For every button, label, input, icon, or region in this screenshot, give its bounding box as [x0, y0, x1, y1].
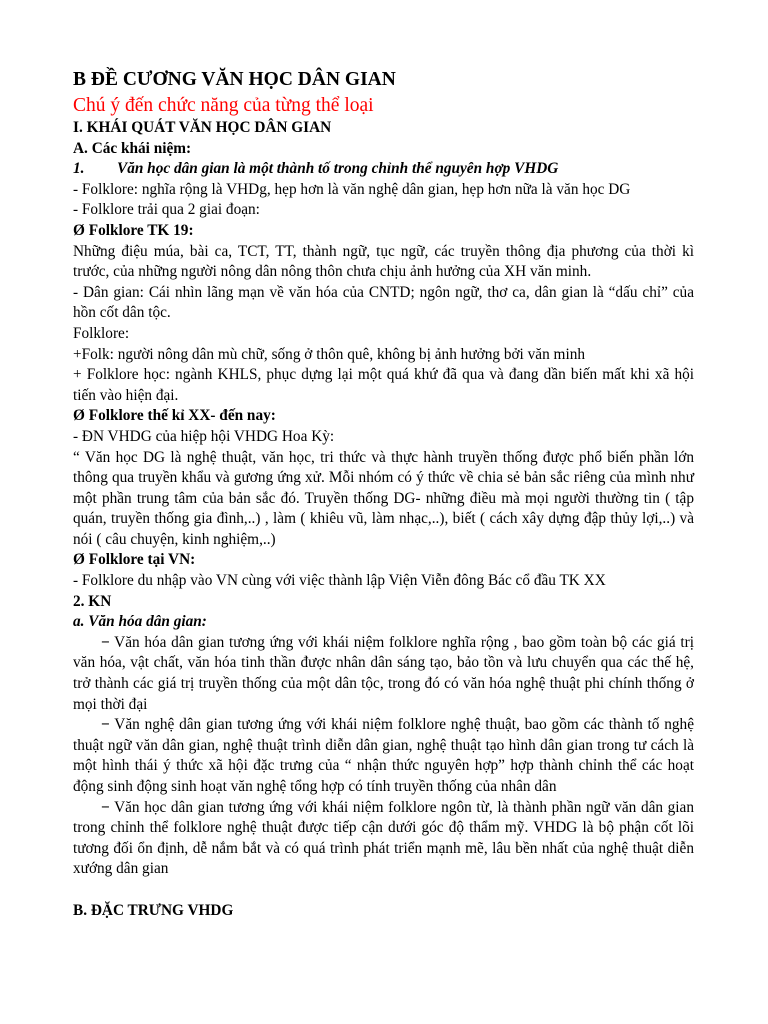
section-heading-1: I. KHÁI QUÁT VĂN HỌC DÂN GIAN	[73, 119, 332, 136]
folklore-vn-heading: Ø Folklore tại VN:	[73, 551, 196, 569]
van-hoa-dan-gian-heading: a. Văn hóa dân gian:	[73, 613, 207, 631]
dn-line: - ĐN VHDG của hiệp hội VHDG Hoa Kỳ:	[73, 427, 335, 445]
bullet-text-2: Văn nghệ dân gian tương ứng với khái niệm folklore nghệ thuật, bao gồm các thành tố nghệ thuật ngữ văn dân gian, nghệ thuật trình diễn dân gian, nghệ thuật tạo hình dân gian trong tư cách là một hình thái ý thức xã hội đặc trưng của “ nhận thức nguyên hợp” hợp thành chỉnh thể các hoạt động sinh động sinh hoạt văn nghệ tổng hợp có tính truyền thống của nhân dân	[73, 716, 694, 795]
section-b-heading: B. ĐẶC TRƯNG VHDG	[73, 901, 234, 919]
dan-gian-paragraph: - Dân gian: Cái nhìn lãng mạn về văn hóa của CNTD; ngôn ngữ, thơ ca, dân gian là “dấu chỉ” của hồn cốt dân tộc.	[73, 283, 694, 322]
definition-quote: “ Văn học DG là nghệ thuật, văn học, tri thức và thực hành truyền thống được phổ biến phần lớn thông qua truyền khẩu và gương ứng xử. Mỗi nhóm có ý thức về chia sẻ bản sắc riêng của mình như một phần trung tâm của bản sắc đó. Truyền thống DG- những điều mà mọi người thường tin ( tập quán, truyền thống gia đình,..) , làm ( khiêu vũ, làm nhạc,..), biết ( cách xây dựng đập thủy lợi,..) và nói ( câu chuyện, kinh nghiệm,..)	[73, 448, 694, 548]
folklore-vn-line: - Folklore du nhập vào VN cùng với việc thành lập Viện Viễn đông Bác cổ đầu TK XX	[73, 572, 606, 590]
folk-line: +Folk: người nông dân mù chữ, sống ở thôn quê, không bị ảnh hưởng bởi văn minh	[73, 345, 585, 363]
dash-bullet: −	[101, 798, 110, 816]
spacer	[73, 880, 694, 901]
folklore-stages: - Folklore trải qua 2 giai đoạn:	[73, 201, 260, 219]
dash-bullet: −	[101, 716, 110, 734]
bullet-paragraph-3	[73, 798, 694, 880]
folklore-xx-heading: Ø Folklore thế kỉ XX- đến nay:	[73, 407, 276, 425]
bullet-text-1: Văn hóa dân gian tương ứng với khái niệm folklore nghĩa rộng , bao gồm toàn bộ các giá trị văn hóa, vật chất, văn hóa tinh thần được nhân dân sáng tạo, bảo tồn và lưu chuyển qua các thế hệ, trở thành các giá trị truyền thống của một dân tộc, trong đó có văn hóa nghệ thuật phi chính thống ở mọi thời đại	[73, 633, 694, 713]
folklore-label: Folklore:	[73, 324, 130, 342]
document-title: B ĐỀ CƯƠNG VĂN HỌC DÂN GIAN	[73, 69, 396, 90]
folklore-tk19-paragraph: Những điệu múa, bài ca, TCT, TT, thành ngữ, tục ngữ, các truyền thông địa phương của thời kì trước, của những người nông dân nông thôn chưa chịu ảnh hưởng của XH văn minh.	[73, 242, 694, 281]
subsection-a-heading: A. Các khái niệm:	[73, 139, 192, 157]
kn-heading: 2. KN	[73, 592, 112, 610]
folklore-definition: - Folklore: nghĩa rộng là VHDg, hẹp hơn là văn nghệ dân gian, hẹp hơn nữa là văn học DG	[73, 180, 631, 198]
bullet-paragraph-2	[73, 715, 694, 797]
item-1-number: 1.	[73, 160, 85, 178]
item-1-heading	[73, 159, 694, 180]
document-subtitle: Chú ý đến chức năng của từng thể loại	[73, 95, 374, 116]
folklore-hoc-paragraph: + Folklore học: ngành KHLS, phục dựng lại một quá khứ đã qua và đang dần biến mất khi xã hội tiến vào hiện đại.	[73, 366, 694, 404]
dash-bullet: −	[101, 633, 110, 651]
item-1-text: Văn học dân gian là một thành tố trong chỉnh thể nguyên hợp VHDG	[117, 160, 559, 178]
folklore-tk19-heading: Ø Folklore TK 19:	[73, 221, 194, 239]
bullet-text-3: Văn học dân gian tương ứng với khái niệm folklore ngôn từ, là thành phần ngữ văn dân gian trong chỉnh thể folklore nghệ thuật được tiếp cận dưới góc độ thẩm mỹ. VHDG là bộ phận cốt lõi tương đối ổn định, dễ nắm bắt và có quá trình phát triển mạnh mẽ, lâu bền nhất của nghệ thuật diễn xướng dân gian	[73, 798, 694, 878]
document-page	[73, 66, 694, 921]
bullet-paragraph-1	[73, 633, 694, 715]
